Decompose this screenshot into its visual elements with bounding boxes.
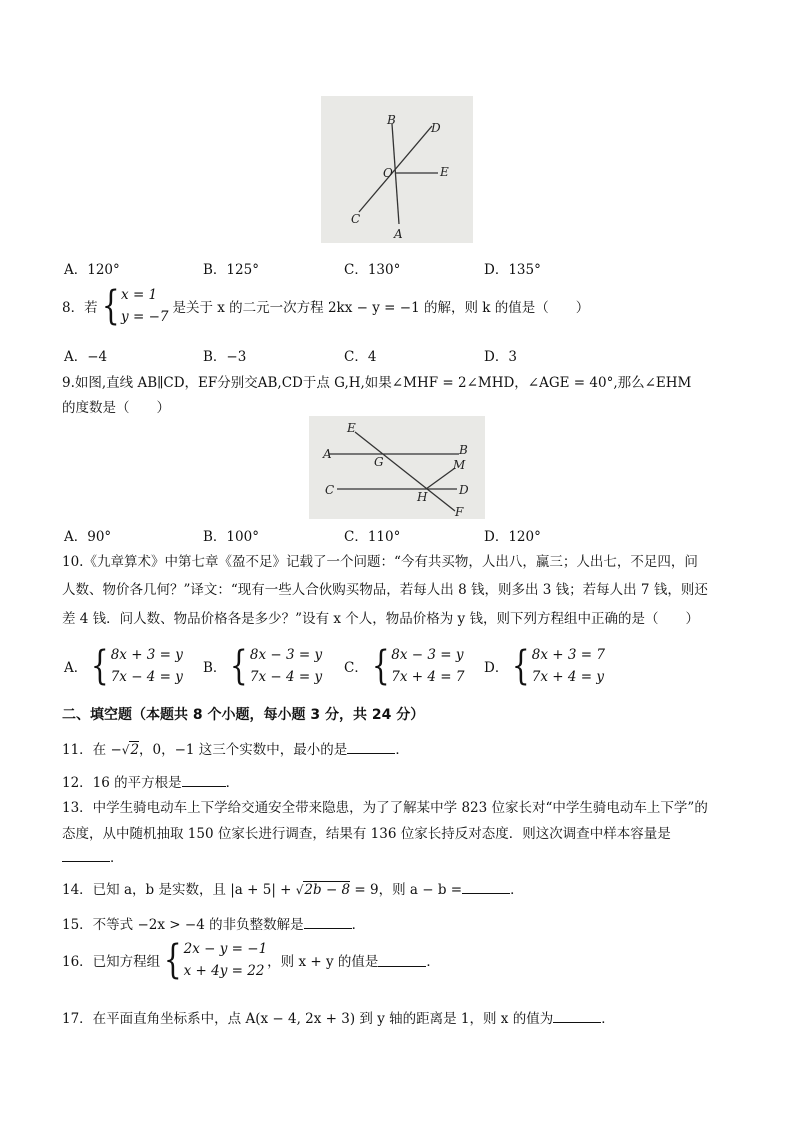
q13-line2: 态度，从中随机抽取 150 位家长进行调查，结果有 136 位家长持反对态度．则这次调查中样本容量是 — [62, 826, 671, 842]
q14 — [62, 878, 524, 898]
brace-icon: { — [371, 643, 390, 689]
q16-text-a: 16．已知方程组 — [62, 954, 161, 970]
line-cd — [359, 126, 432, 212]
brace-icon: { — [230, 643, 249, 689]
q7-diagram — [321, 96, 473, 243]
q8-system — [98, 284, 169, 328]
q11-text-a: 11．在 − — [62, 742, 122, 758]
brace-icon: { — [91, 643, 109, 689]
label-a: A — [394, 227, 403, 241]
label-b: B — [459, 443, 468, 457]
q10-option-a-label: A． — [64, 660, 88, 676]
q10-b-row1: 8x − 3 = y — [249, 647, 323, 663]
q9-diagram — [309, 416, 485, 519]
q16-answer-blank[interactable] — [378, 954, 426, 967]
q10-option-c-label: C． — [344, 660, 368, 676]
section2-title: 二、填空题（本题共 8 个小题，每小题 3 分，共 24 分） — [62, 707, 425, 723]
q12-text: 12．16 的平方根是 — [62, 775, 182, 791]
q15-answer-blank[interactable] — [304, 916, 352, 929]
q9-option-b: B．100° — [203, 529, 259, 545]
q10-a-row1: 8x + 3 = y — [110, 647, 183, 663]
q7-option-a: A．120° — [64, 262, 120, 278]
q16-row1: 2x − y = −1 — [183, 941, 268, 957]
q13-answer-blank[interactable] — [62, 849, 110, 862]
q8-option-a: A．−4 — [64, 349, 108, 365]
label-g: G — [374, 455, 384, 469]
q17-text: 17．在平面直角坐标系中，点 A(x − 4, 2x + 3) 到 y 轴的距离是 1，则 x 的值为 — [62, 1011, 554, 1027]
label-e: E — [440, 165, 449, 179]
q8-row2: y = −7 — [121, 309, 169, 325]
q10-line3: 差 4 钱．问人数、物品价格各是多少？”设有 x 个人，物品价格为 y 钱，则下列方程组中正确的是（ ） — [62, 611, 699, 627]
label-h: H — [417, 490, 428, 504]
q11-text-c: ，0，−1 这三个实数中，最小的是 — [139, 742, 348, 758]
q7-option-c: C．130° — [344, 262, 401, 278]
q7-option-b: B．125° — [203, 262, 259, 278]
q7-option-d: D．135° — [484, 262, 541, 278]
q9-option-c: C．110° — [344, 529, 401, 545]
q8-row1: x = 1 — [121, 287, 158, 303]
q10-option-d — [484, 644, 605, 688]
q10-c-row2: 7x + 4 = 7 — [391, 669, 465, 685]
q13-line3 — [62, 846, 124, 866]
q9-line1: 9.如图,直线 AB∥CD，EF分别交AB,CD于点 G,H,如果∠MHF = 2∠MHD，∠AGE = 40°,那么∠EHM — [62, 375, 692, 391]
label-b: B — [387, 113, 396, 127]
q10-d-row2: 7x + 4 = y — [531, 669, 604, 685]
q10-line2: 人数、物价各几何？”译文：“现有一些人合伙购买物品，若每人出 8 钱，则多出 3 钱；若每人出 7 钱，则还 — [62, 582, 708, 598]
line-ef — [355, 432, 455, 511]
label-d: D — [459, 483, 469, 497]
q12 — [62, 771, 239, 791]
label-c: C — [325, 483, 335, 497]
q15-end: ． — [351, 917, 366, 933]
q8-prefix: 8．若 — [62, 300, 98, 316]
q8-text: 是关于 x 的二元一次方程 2kx − y = −1 的解，则 k 的值是（ ） — [172, 300, 590, 316]
q11-end: ． — [395, 742, 409, 758]
q16 — [62, 938, 440, 982]
q11 — [62, 738, 409, 758]
q16-row2: x + 4y = 22 — [183, 963, 265, 979]
brace-icon: { — [512, 643, 530, 689]
q10-option-b — [203, 644, 322, 688]
q10-option-a — [64, 644, 183, 688]
q10-c-row1: 8x − 3 = y — [391, 647, 464, 663]
q17-answer-blank[interactable] — [553, 1010, 601, 1023]
ray-hm — [426, 468, 455, 489]
q9-figure — [309, 416, 485, 519]
q14-text-a: 14．已知 a，b 是实数，且 |a + 5| + — [62, 882, 296, 898]
q10-option-d-label: D． — [484, 660, 509, 676]
q14-text-c: = 9，则 a − b = — [350, 882, 463, 898]
q9-option-a: A．90° — [64, 529, 112, 545]
q17-end: ． — [601, 1011, 615, 1027]
brace-icon: { — [101, 283, 120, 329]
q12-answer-blank[interactable] — [182, 774, 226, 787]
label-o: O — [383, 166, 393, 180]
q13-end: ． — [110, 850, 124, 866]
q10-b-row2: 7x − 4 = y — [249, 669, 323, 685]
q15 — [62, 913, 365, 933]
q13-line1: 13．中学生骑电动车上下学给交通安全带来隐患，为了了解某中学 823 位家长对“中学生骑电动车上下学”的 — [62, 800, 708, 816]
q10-option-c — [344, 644, 464, 688]
q8-question — [62, 284, 589, 328]
sqrt-icon: √ — [295, 883, 304, 897]
q10-d-row1: 8x + 3 = 7 — [531, 647, 605, 663]
q14-radicand: 2b − 8 — [304, 882, 351, 898]
q11-radicand: 2 — [130, 742, 140, 758]
q10-a-row2: 7x − 4 = y — [110, 669, 183, 685]
q16-end: ． — [426, 954, 440, 970]
sqrt-icon: √ — [121, 743, 130, 757]
q17 — [62, 1007, 615, 1027]
label-c: C — [351, 212, 361, 226]
q8-option-b: B．−3 — [203, 349, 247, 365]
label-m: M — [453, 458, 466, 472]
label-d: D — [431, 121, 441, 135]
q12-end: ． — [225, 775, 240, 791]
q8-option-d: D．3 — [484, 349, 517, 365]
brace-icon: { — [164, 937, 182, 983]
label-f: F — [455, 505, 464, 519]
label-e: E — [347, 421, 356, 435]
q11-answer-blank[interactable] — [347, 741, 395, 754]
label-a: A — [323, 447, 332, 461]
q9-option-d: D．120° — [484, 529, 541, 545]
q9-line2: 的度数是（ ） — [62, 400, 170, 416]
q10-option-b-label: B． — [203, 660, 227, 676]
q7-figure — [321, 96, 473, 243]
q10-line1: 10.《九章算术》中第七章《盈不足》记载了一个问题：“今有共买物，人出八，赢三；人出七，不足四，问 — [62, 554, 698, 570]
q16-text-b: ，则 x + y 的值是 — [267, 954, 379, 970]
q14-end: ． — [510, 882, 524, 898]
q8-option-c: C．4 — [344, 349, 377, 365]
line-ab — [392, 124, 399, 224]
q15-text: 15．不等式 −2x > −4 的非负整数解是 — [62, 917, 304, 933]
q14-answer-blank[interactable] — [462, 881, 510, 894]
